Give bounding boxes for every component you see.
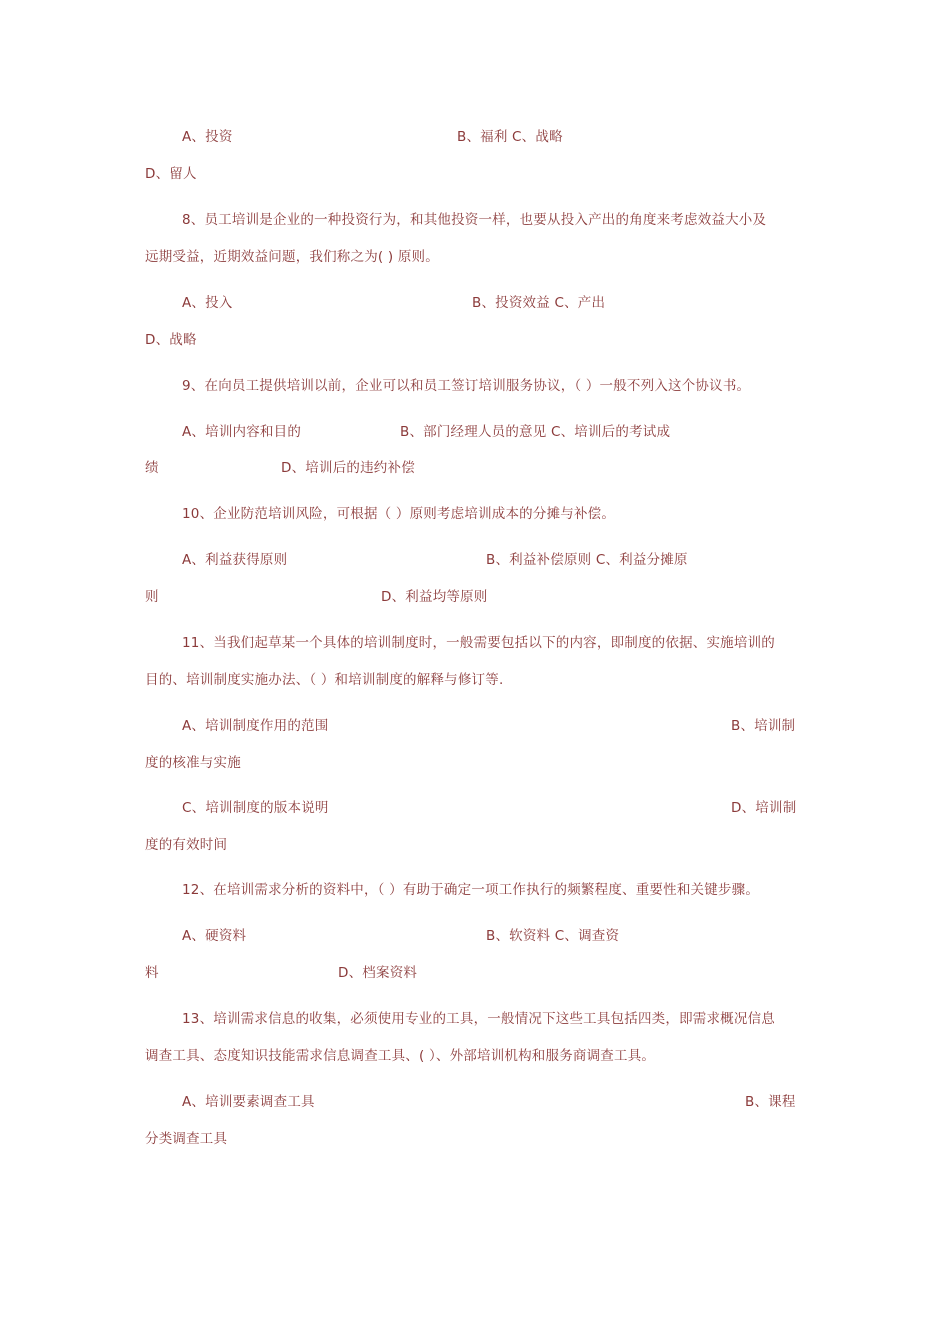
q11-option-c: C、培训制度的版本说明 [182, 800, 329, 816]
q13-option-b-continued: 分类调查工具 [145, 1131, 228, 1147]
q13-question-line-1: 13、培训需求信息的收集，必须使用专业的工具，一般情况下这些工具包括四类，即需求概况信息 [182, 1011, 775, 1027]
q9-question-line-1: 9、在向员工提供培训以前，企业可以和员工签订培训服务协议，（ ）一般不列入这个协议书。 [182, 378, 751, 394]
q12-option-a: A、硬资料 [182, 928, 247, 944]
q10-option-d: D、利益均等原则 [381, 589, 488, 605]
q11-option-a: A、培训制度作用的范围 [182, 718, 329, 734]
q7-option-a: A、投资 [182, 129, 233, 145]
q13-option-b: B、课程 [745, 1094, 796, 1110]
q11-option-d-continued: 度的有效时间 [145, 837, 228, 853]
q12-option-c-continued: 料 [145, 965, 159, 981]
q8-option-d: D、战略 [145, 332, 197, 348]
q12-option-d: D、档案资料 [338, 965, 418, 981]
q8-option-a: A、投入 [182, 295, 233, 311]
q9-option-bc: B、部门经理人员的意见 C、培训后的考试成 [400, 424, 671, 440]
q9-option-a: A、培训内容和目的 [182, 424, 302, 440]
q10-option-a: A、利益获得原则 [182, 552, 288, 568]
q9-option-d: D、培训后的违约补偿 [281, 460, 415, 476]
q9-option-c-continued: 绩 [145, 460, 159, 476]
q13-question-line-2: 调查工具、态度知识技能需求信息调查工具、( ）、外部培训机构和服务商调查工具。 [145, 1048, 656, 1064]
q11-option-b-continued: 度的核准与实施 [145, 755, 241, 771]
q10-question-line-1: 10、企业防范培训风险，可根据（ ）原则考虑培训成本的分摊与补偿。 [182, 506, 616, 522]
q13-option-a: A、培训要素调查工具 [182, 1094, 315, 1110]
q7-option-d: D、留人 [145, 166, 197, 182]
q8-question-line-2: 远期受益，近期效益问题，我们称之为( ) 原则。 [145, 249, 439, 265]
q11-option-d: D、培训制 [731, 800, 797, 816]
q12-option-bc: B、软资料 C、调查资 [486, 928, 620, 944]
q8-question-line-1: 8、员工培训是企业的一种投资行为，和其他投资一样，也要从投入产出的角度来考虑效益大小及 [182, 212, 767, 228]
q8-option-bc: B、投资效益 C、产出 [472, 295, 606, 311]
q10-option-c-continued: 则 [145, 589, 159, 605]
q11-question-line-1: 11、当我们起草某一个具体的培训制度时，一般需要包括以下的内容，即制度的依据、实施培训的 [182, 635, 775, 651]
q11-question-line-2: 目的、培训制度实施办法、（ ）和培训制度的解释与修订等. [145, 672, 504, 688]
q10-option-bc: B、利益补偿原则 C、利益分摊原 [486, 552, 688, 568]
q7-option-bc: B、福利 C、战略 [457, 129, 563, 145]
q12-question-line-1: 12、在培训需求分析的资料中，（ ）有助于确定一项工作执行的频繁程度、重要性和关键步骤。 [182, 882, 760, 898]
q11-option-b: B、培训制 [731, 718, 796, 734]
